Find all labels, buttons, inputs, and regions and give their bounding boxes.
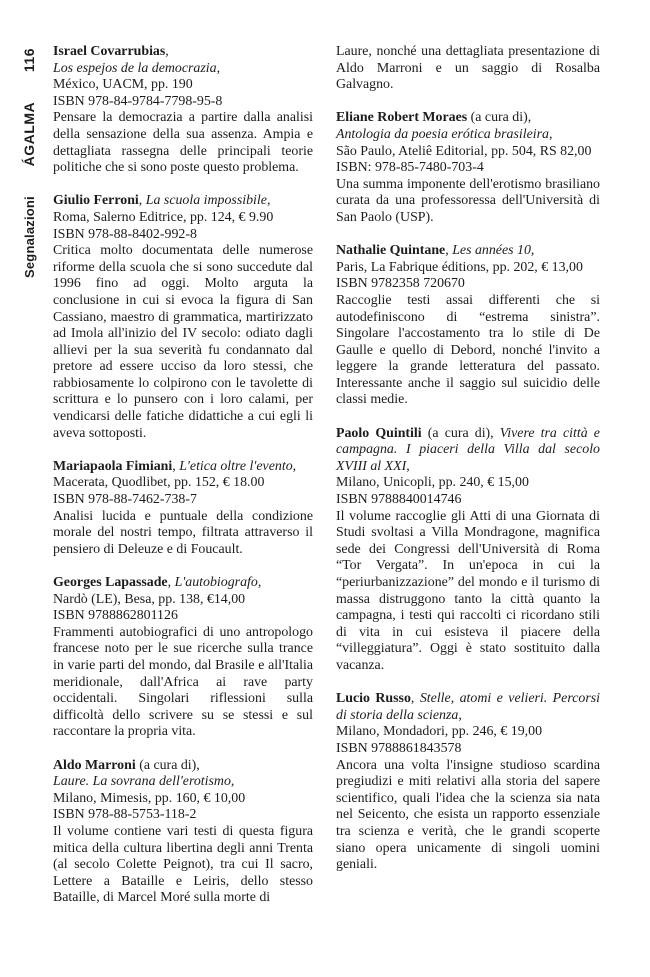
book-description: Pensare la democrazia a partire dalla analisi della sensazione della sua assenza. Ampia e dettagliata rassegna delle principali teorie politiche che si sono poste questo problema. (53, 110, 313, 176)
book-entry (336, 243, 600, 409)
book-isbn: ISBN 9788861843578 (336, 740, 462, 756)
book-author: Eliane Robert Moraes (336, 110, 468, 126)
book-isbn: ISBN 9788840014746 (336, 492, 462, 508)
entry-heading: Eliane Robert Moraes (a cura di), Antologia da poesia erótica brasileira, (336, 110, 553, 142)
entry-heading: Mariapaola Fimiani, L'etica oltre l'evento, (53, 458, 297, 474)
book-author: Mariapaola Fimiani (53, 458, 173, 474)
book-publisher: São Paulo, Ateliê Editorial, pp. 504, RS 82,00 (336, 143, 592, 159)
book-isbn: ISBN 9788862801126 (53, 608, 178, 624)
entry-heading: Aldo Marroni (a cura di), Laure. La sovrana dell'erotismo, (53, 757, 235, 790)
book-title: Antologia da poesia erótica brasileira (336, 126, 549, 142)
page-number: 116 (21, 48, 37, 73)
book-curator: (a cura di), (470, 110, 532, 126)
book-entry (336, 426, 600, 675)
book-author: Israel Covarrubias (53, 44, 166, 59)
book-isbn: ISBN 978-88-8402-992-8 (53, 226, 197, 242)
book-isbn: ISBN 978-88-5753-118-2 (53, 807, 197, 823)
book-title: Les années 10 (452, 243, 531, 259)
book-title: Vivere tra città e campagna. I piaceri della Villa dal secolo XVIII al XXI (336, 425, 600, 474)
book-publisher: Roma, Salerno Editrice, pp. 124, € 9.90 (53, 209, 274, 225)
book-author: Georges Lapassade (53, 575, 168, 590)
book-isbn: ISBN: 978-85-7480-703-4 (336, 160, 484, 176)
book-curator: (a cura di), (427, 425, 494, 441)
book-publisher: Milano, Mondadori, pp. 246, € 19,00 (336, 724, 543, 740)
book-entry (53, 758, 313, 907)
book-isbn: ISBN 978-84-9784-7798-95-8 (53, 93, 223, 109)
book-publisher: Milano, Mimesis, pp. 160, € 10,00 (53, 790, 246, 806)
book-description: Ancora una volta l'insigne studioso scardina pregiudizi e miti relativi alla storia del sapere scientifico, quali l'idea che la scienza sia nata nel Seicento, che esista un rapporto essenziale tra scienza e verità, che le grandi scoperte siano opera unicamente di singoli uomini geniali. (336, 757, 600, 873)
book-title: La scuola impossibile (145, 193, 267, 209)
book-description: Il volume contiene vari testi di questa figura mitica della cultura libertina degli anni Trenta (al secolo Colette Peignot), tra cui Il sacro, Lettere a Bataille e Leiris, dello stesso Bataille, di Marcel Moré sulla morte di (53, 823, 313, 906)
book-publisher: Nardò (LE), Besa, pp. 138, €14,00 (53, 591, 246, 607)
book-author: Giulio Ferroni (53, 193, 139, 209)
book-description: Frammenti autobiografici di uno antropologo francese noto per le sue ricerche sulla trance in varie parti del mondo, dal Brasile e all'Italia meridionale, dall'Africa ai rave party occidentali. Singolari riflessioni sulla difficoltà dello scrivere su se stessi e sul raccontare la propria vita. (53, 624, 313, 740)
right-column (336, 44, 600, 890)
book-publisher: Milano, Unicopli, pp. 240, € 15,00 (336, 475, 529, 491)
entry-heading: Giulio Ferroni, La scuola impossibile, (53, 193, 271, 209)
entry-heading: Lucio Russo, Stelle, atomi e velieri. Percorsi di storia della scienza, (336, 691, 600, 723)
book-author: Aldo Marroni (53, 757, 136, 773)
book-author: Lucio Russo (336, 691, 411, 707)
book-isbn: ISBN 978-88-7462-738-7 (53, 492, 197, 508)
book-entry (336, 110, 600, 226)
book-curator: (a cura di), (139, 757, 200, 773)
book-author: Nathalie Quintane (336, 243, 446, 259)
entry-heading: Paolo Quintili (a cura di), Vivere tra città e campagna. I piaceri della Villa dal secolo XVIII al XXI, (336, 425, 600, 474)
entry-heading: Nathalie Quintane, Les années 10, (336, 243, 535, 259)
book-publisher: Paris, La Fabrique éditions, pp. 202, € 13,00 (336, 259, 583, 275)
left-column (53, 44, 313, 923)
book-title: L'autobiografo (174, 575, 258, 590)
book-entry (336, 44, 600, 94)
book-entry (336, 691, 600, 874)
book-title: L'etica oltre l'evento (179, 458, 293, 474)
book-publisher: Macerata, Quodlibet, pp. 152, € 18.00 (53, 475, 265, 491)
book-isbn: ISBN 9782358 720670 (336, 276, 465, 292)
journal-name: ÁGALMA (21, 101, 37, 167)
book-title: Stelle, atomi e velieri. Percorsi di storia della scienza (336, 691, 600, 723)
running-header (18, 48, 40, 278)
book-author: Paolo Quintili (336, 425, 422, 441)
book-entry (53, 193, 313, 442)
book-publisher: México, UACM, pp. 190 (53, 77, 193, 93)
section-name: Segnalazioni (21, 196, 37, 278)
book-title: Los espejos de la democrazia (53, 60, 217, 76)
book-title: Laure. La sovrana dell'erotismo (53, 774, 231, 790)
book-description: Una summa imponente dell'erotismo brasiliano curata da una professoressa dell'Università di San Paolo (USP). (336, 176, 600, 225)
book-entry (53, 575, 313, 741)
book-description: Laure, nonché una dettagliata presentazione di Aldo Marroni e un saggio di Rosalba Galvagno. (336, 44, 600, 93)
book-description: Raccoglie testi assai differenti che si autodefiniscono di “estrema sinistra”. Singolare l'accostamento tra lo stile di De Gaulle e quello di Debord, nonché l'invito a leggere la grande letteratura del passato. Interessante anche il saggio sul suicidio delle classi medie. (336, 292, 600, 408)
book-description: Critica molto documentata delle numerose riforme della scuola che si sono succedute dal 1996 fino ad oggi. Molto arguta la conclusione in cui si evoca la figura di San Cassiano, maestro di grammatica, martirizzato ad Imola all'inizio del IV secolo: odiato dagli allievi per la sua severità fu condannato dal pretore ad essere ucciso da loro stessi, che rabbiosamente lo colpirono con le tavolette di scrittura e lo punsero con i loro calami, per vendicarsi delle fatiche didattiche a cui egli li aveva sottoposti. (53, 243, 313, 441)
book-entry (53, 459, 313, 559)
entry-heading: Israel Covarrubias, Los espejos de la democrazia, (53, 44, 221, 76)
book-description: Il volume raccoglie gli Atti di una Giornata di Studi svoltasi a Villa Mondragone, magnifica sede dei Congressi dell'Università di Roma “Tor Vergata”. In un'epoca in cui la “periurbanizzazione” del mondo e il turismo di massa distruggono tanto la città quanto la campagna, i testi qui raccolti ci ricordano stili di vita in cui esisteva il piacere della “villeggiatura”. Oggi è stato sostituito dalla vacanza. (336, 508, 600, 673)
book-entry (53, 44, 313, 177)
book-description: Analisi lucida e puntuale della condizione morale del nostri tempo, filtrata attraverso il pensiero di Deleuze e di Foucault. (53, 508, 313, 557)
entry-heading: Georges Lapassade, L'autobiografo, (53, 575, 262, 590)
